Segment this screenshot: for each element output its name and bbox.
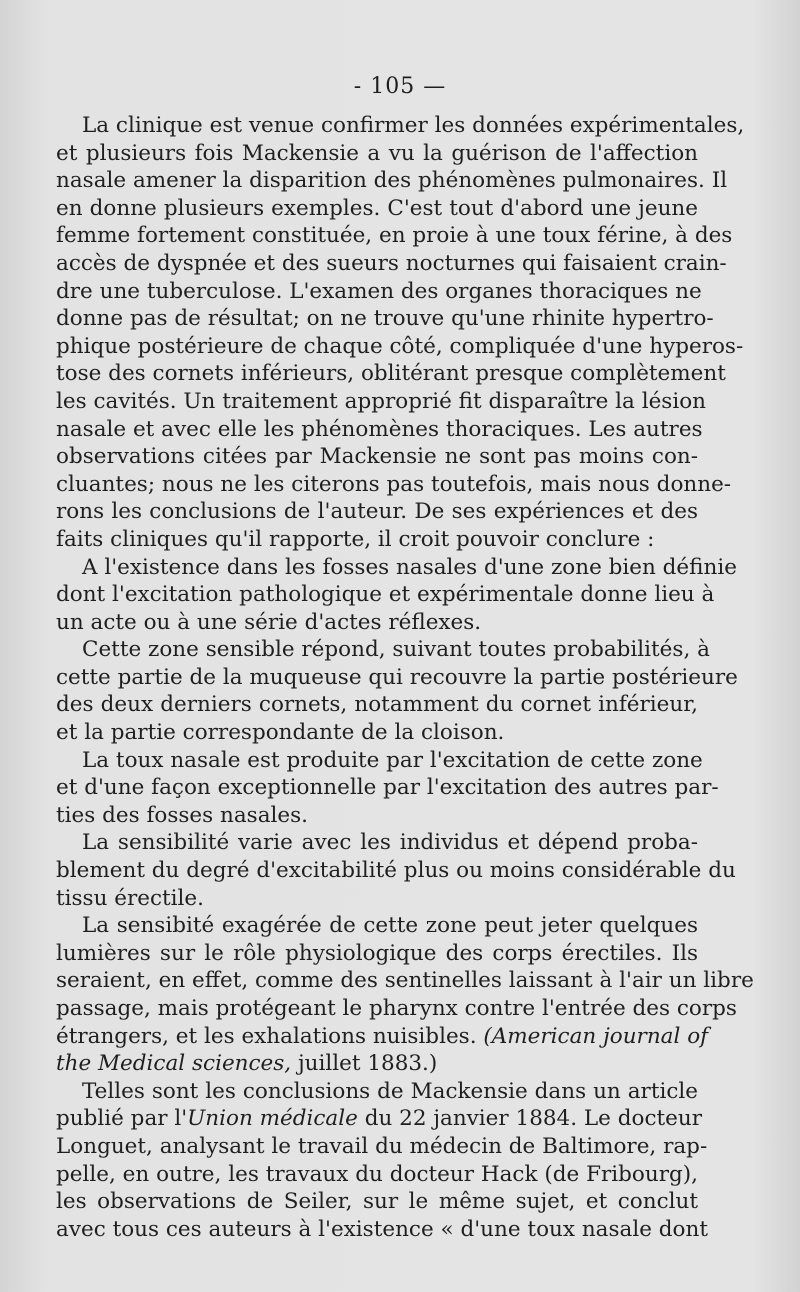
- text-run: Telles sont les conclusions de Mackensie dans un article: [82, 1078, 698, 1104]
- text-line: Cette zone sensible répond, suivant toutes probabilités, à: [82, 637, 710, 663]
- paragraph: [56, 1078, 708, 1244]
- text-line: La toux nasale est produite par l'excitation de cette zone: [82, 747, 703, 773]
- text-line: rons les conclusions de l'auteur. De ses expériences et des: [56, 499, 698, 525]
- text-line: les cavités. Un traitement approprié fit disparaître la lésion: [56, 388, 707, 414]
- journal-title-italic: Union médicale: [187, 1106, 358, 1132]
- text-line: cluantes; nous ne les citerons pas toutefois, mais nous donne-: [56, 471, 732, 497]
- text-line: femme fortement constituée, en proie à une toux férine, à des: [56, 223, 733, 249]
- text-run: publié par l': [56, 1106, 188, 1132]
- page-number: - 105 —: [353, 74, 447, 99]
- text-line: lumières sur le rôle physiologique des corps érectiles. Ils: [56, 940, 698, 966]
- text-line: pelle, en outre, les travaux du docteur Hack (de Fribourg),: [56, 1161, 698, 1187]
- text-line: et la partie correspondante de la cloison.: [56, 720, 505, 746]
- text-line: nasale amener la disparition des phénomènes pulmonaires. Il: [56, 168, 728, 194]
- text-line: ties des fosses nasales.: [56, 802, 309, 828]
- text-line: A l'existence dans les fosses nasales d'une zone bien définie: [82, 554, 737, 580]
- text-line: dre une tuberculose. L'examen des organes thoraciques ne: [56, 278, 702, 304]
- text-line: tissu érectile.: [56, 885, 204, 911]
- text-line: phique postérieure de chaque côté, compliquée d'une hyperos-: [56, 333, 744, 359]
- text-line: [56, 1023, 709, 1051]
- text-line: Longuet, analysant le travail du médecin de Baltimore, rap-: [56, 1133, 708, 1159]
- text-line: et plusieurs fois Mackensie a vu la guérison de l'affection: [56, 140, 698, 166]
- paragraph: [56, 912, 754, 1078]
- text-line: [56, 1105, 702, 1133]
- text-line: accès de dyspnée et des sueurs nocturnes qui faisaient crain-: [56, 250, 727, 276]
- text-line: nasale et avec elle les phénomènes thoraciques. Les autres: [56, 416, 703, 442]
- body-text: [56, 112, 754, 1243]
- text-line: La sensibilité varie avec les individus et dépend proba-: [82, 830, 698, 856]
- text-line: seraient, en effet, comme des sentinelles laissant à l'air un libre: [56, 968, 754, 994]
- text-line: donne pas de résultat; on ne trouve qu'une rhinite hypertro-: [56, 306, 714, 332]
- text-line: dont l'excitation pathologique et expérimentale donne lieu à: [56, 582, 715, 608]
- text-line: blement du degré d'excitabilité plus ou moins considérable du: [56, 858, 736, 884]
- text-line: observations citées par Mackensie ne sont pas moins con-: [56, 444, 698, 470]
- paragraph: [56, 829, 736, 912]
- text-line: les observations de Seiler, sur le même sujet, et conclut: [56, 1189, 698, 1215]
- text-line: [56, 1050, 698, 1078]
- text-line: La clinique est venue confirmer les données expérimentales,: [82, 113, 745, 138]
- paragraph: [56, 636, 738, 746]
- text-line: passage, mais protégeant le pharynx contre l'entrée des corps: [56, 996, 737, 1021]
- text-line: et d'une façon exceptionnelle par l'excitation des autres par-: [56, 775, 719, 801]
- text-line: un acte ou à une série d'actes réflexes.: [56, 609, 482, 635]
- text-line: faits cliniques qu'il rapporte, il croit pouvoir conclure :: [56, 526, 655, 552]
- text-line: avec tous ces auteurs à l'existence « d'une toux nasale dont: [56, 1216, 708, 1242]
- text-line: des deux derniers cornets, notamment du cornet inférieur,: [56, 692, 698, 718]
- journal-title-italic: the Medical sciences,: [56, 1051, 292, 1077]
- text-line: en donne plusieurs exemples. C'est tout d'abord une jeune: [56, 195, 698, 221]
- paragraph: [56, 747, 719, 830]
- paragraph: [56, 554, 737, 637]
- text-run: juillet 1883.): [291, 1051, 438, 1077]
- text-line: tose des cornets inférieurs, oblitérant presque complètement: [56, 361, 726, 387]
- text-line: [56, 1078, 698, 1106]
- paragraph: [56, 112, 745, 554]
- journal-title-italic: (American journal of: [483, 1023, 709, 1049]
- text-line: cette partie de la muqueuse qui recouvre la partie postérieure: [56, 664, 738, 690]
- text-run: du 22 janvier 1884. Le docteur: [357, 1106, 702, 1132]
- text-line: La sensibité exagérée de cette zone peut jeter quelques: [82, 913, 698, 939]
- text-run: étrangers, et les exhalations nuisibles.: [56, 1023, 484, 1049]
